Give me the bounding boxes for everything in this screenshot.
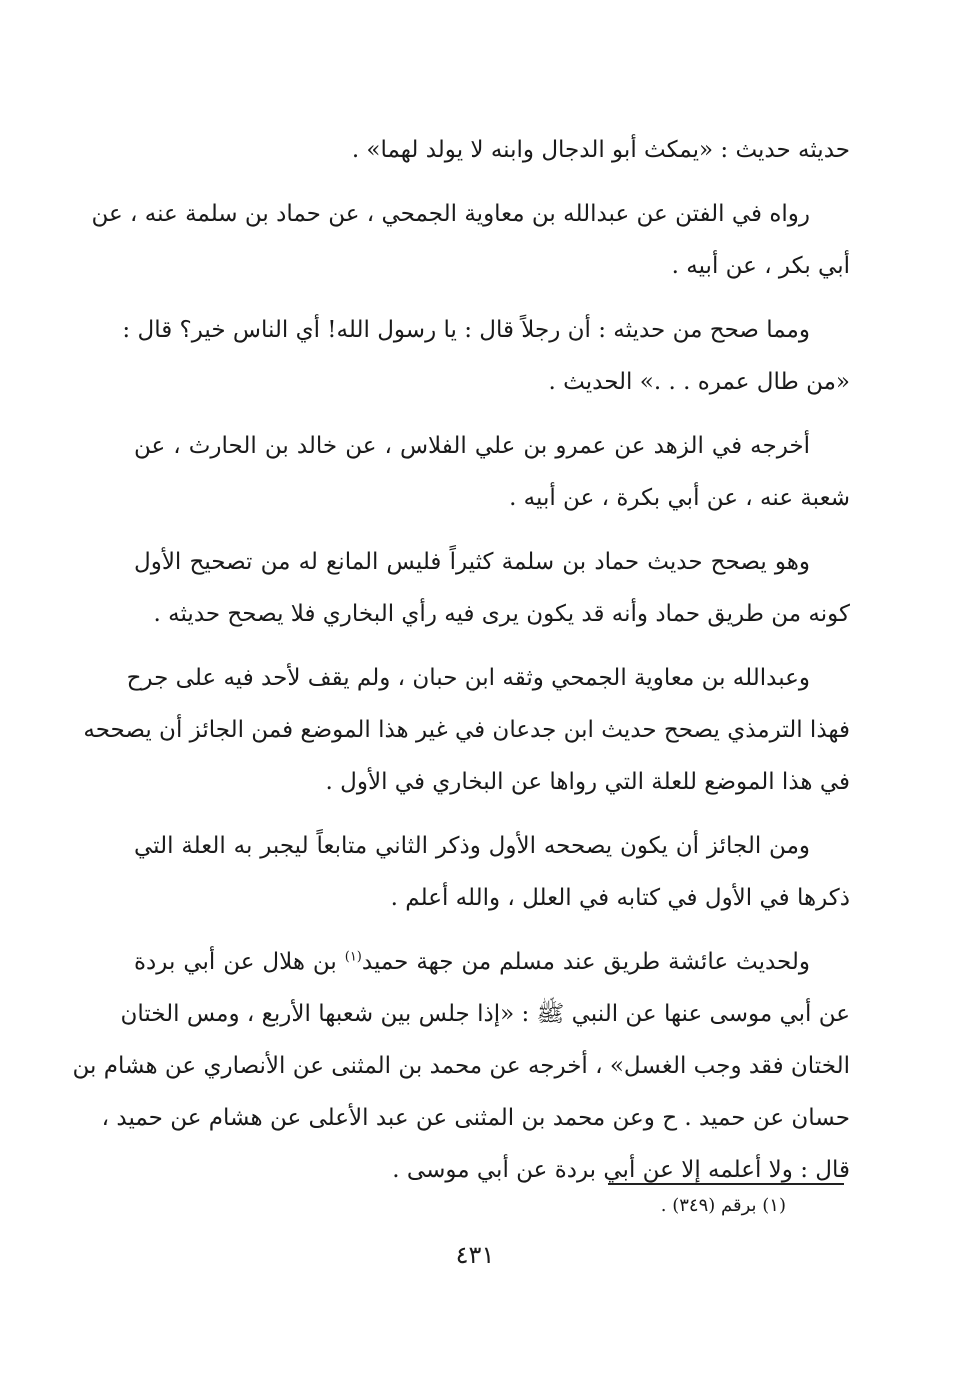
- paragraph-6: [83, 652, 850, 808]
- text-line: في هذا الموضع للعلة التي رواها عن البخاري في الأول .: [325, 769, 850, 795]
- paragraph-1: [134, 124, 850, 176]
- text-line: كونه من طريق حماد وأنه قد يكون يرى فيه رأي البخاري فلا يصحح حديثه .: [153, 601, 850, 627]
- text-line: أخرجه في الزهد عن عمرو بن علي الفلاس ، عن خالد بن الحارث ، عن: [134, 433, 810, 459]
- paragraph-8: [72, 936, 850, 1196]
- text-line: الختان فقد وجب الغسل» ، أخرجه عن محمد بن المثنى عن الأنصاري عن هشام بن: [72, 1053, 850, 1079]
- paragraph-2: [91, 188, 850, 292]
- main-text: [72, 124, 850, 1208]
- text-line: شعبة عنه ، عن أبي بكرة ، عن أبيه .: [509, 485, 850, 511]
- text-line: عن أبي موسى عنها عن النبي ﷺ : «إذا جلس بين شعبها الأربع ، ومس الختان: [120, 1001, 850, 1027]
- footnote: (١) برقم (٣٤٩) .: [660, 1195, 786, 1216]
- text-line: ذكرها في الأول في كتابه في العلل ، والله أعلم .: [390, 885, 850, 911]
- text-line: وعبدالله بن معاوية الجمحي وثقه ابن حبان ، ولم يقف لأحد فيه على جرح: [126, 665, 810, 691]
- footnote-reference[interactable]: (١): [344, 949, 362, 965]
- text-segment: بن هلال عن أبي بردة: [134, 949, 337, 975]
- paragraph-4: [134, 420, 850, 524]
- text-line: فهذا الترمذي يصحح حديث ابن جدعان في غير هذا الموضع فمن الجائز أن يصححه: [83, 717, 850, 743]
- text-line: «من طال عمره . . .» الحديث .: [548, 369, 850, 395]
- text-line: حسان عن حميد . ح وعن محمد بن المثنى عن عبد الأعلى عن هشام عن حميد ،: [101, 1105, 850, 1131]
- text-line: أبي بكر ، عن أبيه .: [671, 253, 850, 279]
- text-line: وهو يصحح حديث حماد بن سلمة كثيراً فليس المانع له من تصحيح الأول: [134, 549, 810, 575]
- text-line: ومما صحح من حديثه : أن رجلاً قال : يا رسول الله! أي الناس خير؟ قال :: [122, 317, 810, 343]
- page-number: ٤٣١: [455, 1241, 495, 1269]
- paragraph-7: [134, 820, 850, 924]
- text-segment: ولحديث عائشة طريق عند مسلم من جهة حميد: [361, 949, 811, 975]
- text-line: قال : ولا أعلمه إلا عن أبي بردة عن أبي موسى .: [392, 1157, 850, 1183]
- text-line: حديثه حديث : «يمكث أبو الدجال وابنه لا يولد لهما» .: [351, 137, 850, 163]
- text-line: [134, 936, 850, 988]
- text-line: رواه في الفتن عن عبدالله بن معاوية الجمحي ، عن حماد بن سلمة عنه ، عن: [91, 201, 810, 227]
- footnote-divider: [608, 1183, 844, 1185]
- paragraph-3: [122, 304, 850, 408]
- paragraph-5: [134, 536, 850, 640]
- text-line: ومن الجائز أن يكون يصححه الأول وذكر الثاني متابعاً ليجبر به العلة التي: [134, 833, 810, 859]
